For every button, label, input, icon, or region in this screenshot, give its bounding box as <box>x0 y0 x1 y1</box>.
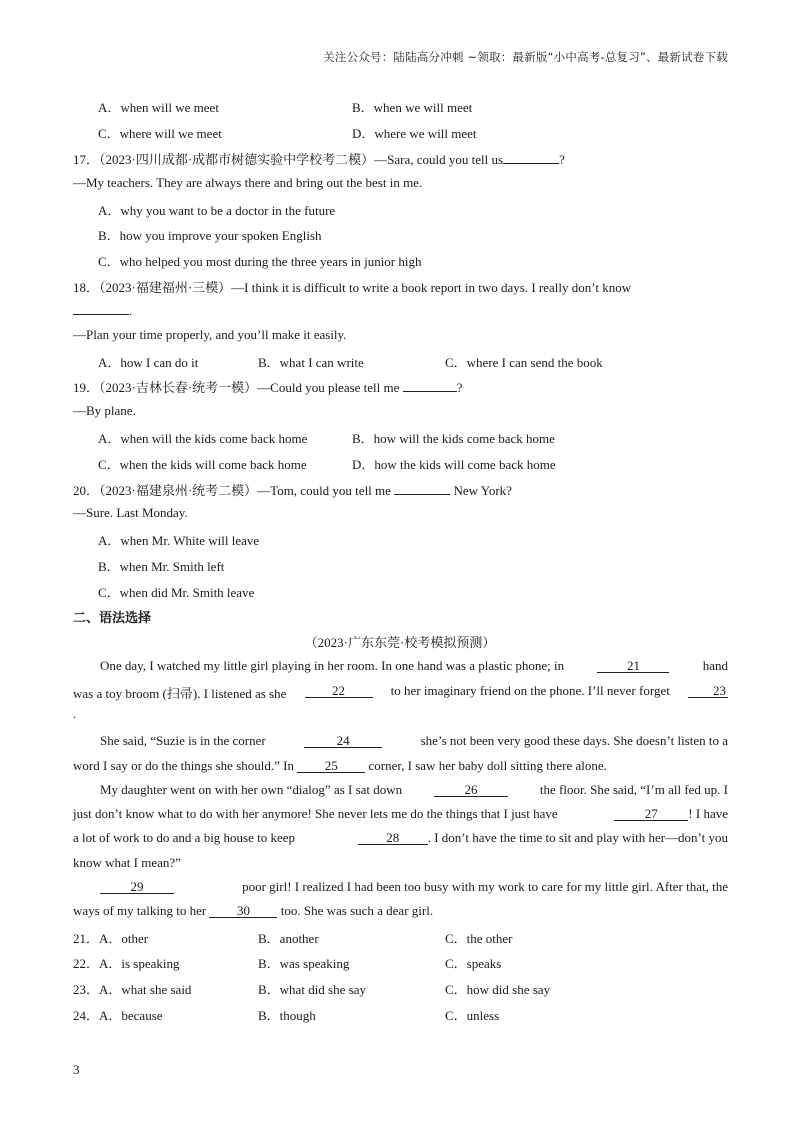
q20-option-b: B．when Mr. Smith left <box>98 559 225 574</box>
blank-23: 23 <box>688 684 728 698</box>
q23-option-c: C．how did she say <box>445 982 551 997</box>
passage-text: was a toy broom (扫帚). I listened as she <box>73 686 287 701</box>
q21-option-c: C．the other <box>445 931 513 946</box>
q22-option-b: B．was speaking <box>258 956 350 971</box>
q18-option-c: C．where I can send the book <box>445 355 603 370</box>
passage-text: to her imaginary friend on the phone. I’ll never forget <box>390 683 670 698</box>
q19-option-d: D．how the kids will come back home <box>352 457 556 472</box>
passage-text: She said, “Suzie is in the corner <box>100 733 266 748</box>
passage-line-7 <box>73 806 728 822</box>
blank-25: 25 <box>297 759 365 773</box>
q19-option-a: A．when will the kids come back home <box>98 431 308 446</box>
passage-text: ways of my talking to her <box>73 903 207 918</box>
answer-blank <box>73 302 129 315</box>
q23-option-b: B．what did she say <box>258 982 366 997</box>
passage-text: corner, I saw her baby doll sitting there alone. <box>368 758 607 773</box>
q20-stem-text: 20．（2023·福建泉州·统考二模）—Tom, could you tell me <box>73 483 391 498</box>
q18-stem-cont <box>73 302 132 319</box>
blank-24: 24 <box>304 734 382 748</box>
q19-option-c: C．when the kids will come back home <box>98 457 307 472</box>
q20-stem-end: New York? <box>453 483 512 498</box>
passage-text: too. She was such a dear girl. <box>280 903 434 918</box>
q17-option-b: B．how you improve your spoken English <box>98 228 322 243</box>
passage-text: My daughter went on with her own “dialog” as I sat down <box>100 782 403 797</box>
passage-line-10 <box>100 879 728 895</box>
blank-22: 22 <box>305 684 373 698</box>
q17-stem-end: ? <box>559 152 565 167</box>
q17-reply: —My teachers. They are always there and bring out the best in me. <box>73 175 423 190</box>
q18-stem-end: . <box>129 303 133 318</box>
header-note: 关注公众号：陆陆高分冲刺 ~领取：最新版“小中高考-总复习”、最新试卷下载 <box>323 50 728 64</box>
q18-stem: 18．（2023·福建福州·三模）—I think it is difficult to write a book report in two days. I really don’t know <box>73 280 632 295</box>
passage-text: the floor. She said, “I’m all fed up. I <box>539 782 728 797</box>
blank-29: 29 <box>100 880 174 894</box>
blank-21: 21 <box>597 659 669 673</box>
q19-option-b: B．how will the kids come back home <box>352 431 555 446</box>
passage-source: （2023·广东东莞·校考模拟预测） <box>304 635 496 650</box>
blank-26: 26 <box>434 783 508 797</box>
passage-text: One day, I watched my little girl playing in her room. In one hand was a plastic phone; in <box>100 658 565 673</box>
passage-text: word I say or do the things she should.” In <box>73 758 294 773</box>
section-title: 二、语法选择 <box>73 611 152 626</box>
answer-blank <box>503 151 559 164</box>
q20-option-a: A．when Mr. White will leave <box>98 533 260 548</box>
q20-stem <box>73 480 512 499</box>
answer-blank <box>403 379 457 392</box>
blank-30: 30 <box>209 904 277 918</box>
q20-reply: —Sure. Last Monday. <box>73 505 188 520</box>
passage-line-4 <box>100 733 728 749</box>
q16-option-b: B．when we will meet <box>352 100 473 115</box>
passage-text: poor girl! I realized I had been too busy with my work to care for my little girl. After that, the <box>242 879 728 894</box>
passage-text: hand <box>702 658 728 673</box>
q19-stem-text: 19．（2023·吉林长春·统考一模）—Could you please tell me <box>73 380 400 395</box>
blank-27: 27 <box>614 807 688 821</box>
q19-stem <box>73 377 462 396</box>
passage-line-5 <box>73 758 607 774</box>
q17-stem <box>73 149 565 168</box>
q16-option-a: A．when will we meet <box>98 100 219 115</box>
passage-text: a lot of work to do and a big house to keep <box>73 830 296 845</box>
passage-line-11 <box>73 903 433 919</box>
q24-option-c: C．unless <box>445 1008 500 1023</box>
passage-line-9: know what I mean?” <box>73 855 181 870</box>
q20-option-c: C．when did Mr. Smith leave <box>98 585 255 600</box>
q24-option-a: 24．A．because <box>73 1008 163 1023</box>
q22-option-a: 22．A．is speaking <box>73 956 180 971</box>
passage-line-8 <box>73 830 728 846</box>
q18-reply: —Plan your time properly, and you’ll make it easily. <box>73 327 347 342</box>
q17-option-c: C．who helped you most during the three years in junior high <box>98 254 422 269</box>
q16-option-d: D．where we will meet <box>352 126 477 141</box>
q24-option-b: B．though <box>258 1008 316 1023</box>
passage-text: just don’t know what to do with her anymore! She never lets me do the things that I just have <box>73 806 558 821</box>
passage-line-6 <box>100 782 728 798</box>
passage-text: ! I have <box>688 806 728 821</box>
q19-reply: —By plane. <box>73 403 136 418</box>
passage-text: she’s not been very good these days. She doesn’t listen to a <box>420 733 728 748</box>
answer-blank <box>394 482 450 495</box>
passage-text: . I don’t have the time to sit and play with her—don’t you <box>427 830 728 845</box>
q21-option-a: 21．A．other <box>73 931 149 946</box>
q22-option-c: C．speaks <box>445 956 502 971</box>
passage-line-1 <box>100 658 728 674</box>
q19-stem-end: ? <box>456 380 463 395</box>
page-number: 3 <box>73 1062 80 1077</box>
q16-option-c: C．where will we meet <box>98 126 222 141</box>
blank-28: 28 <box>358 831 428 845</box>
q17-option-a: A．why you want to be a doctor in the future <box>98 203 336 218</box>
q18-option-b: B．what I can write <box>258 355 364 370</box>
q23-option-a: 23．A．what she said <box>73 982 192 997</box>
q18-option-a: A．how I can do it <box>98 355 199 370</box>
q21-option-b: B．another <box>258 931 319 946</box>
q17-stem-text: 17．（2023·四川成都·成都市树德实验中学校考二模）—Sara, could you tell us <box>73 152 504 167</box>
passage-line-3: . <box>73 706 77 721</box>
passage-line-2 <box>73 683 728 702</box>
